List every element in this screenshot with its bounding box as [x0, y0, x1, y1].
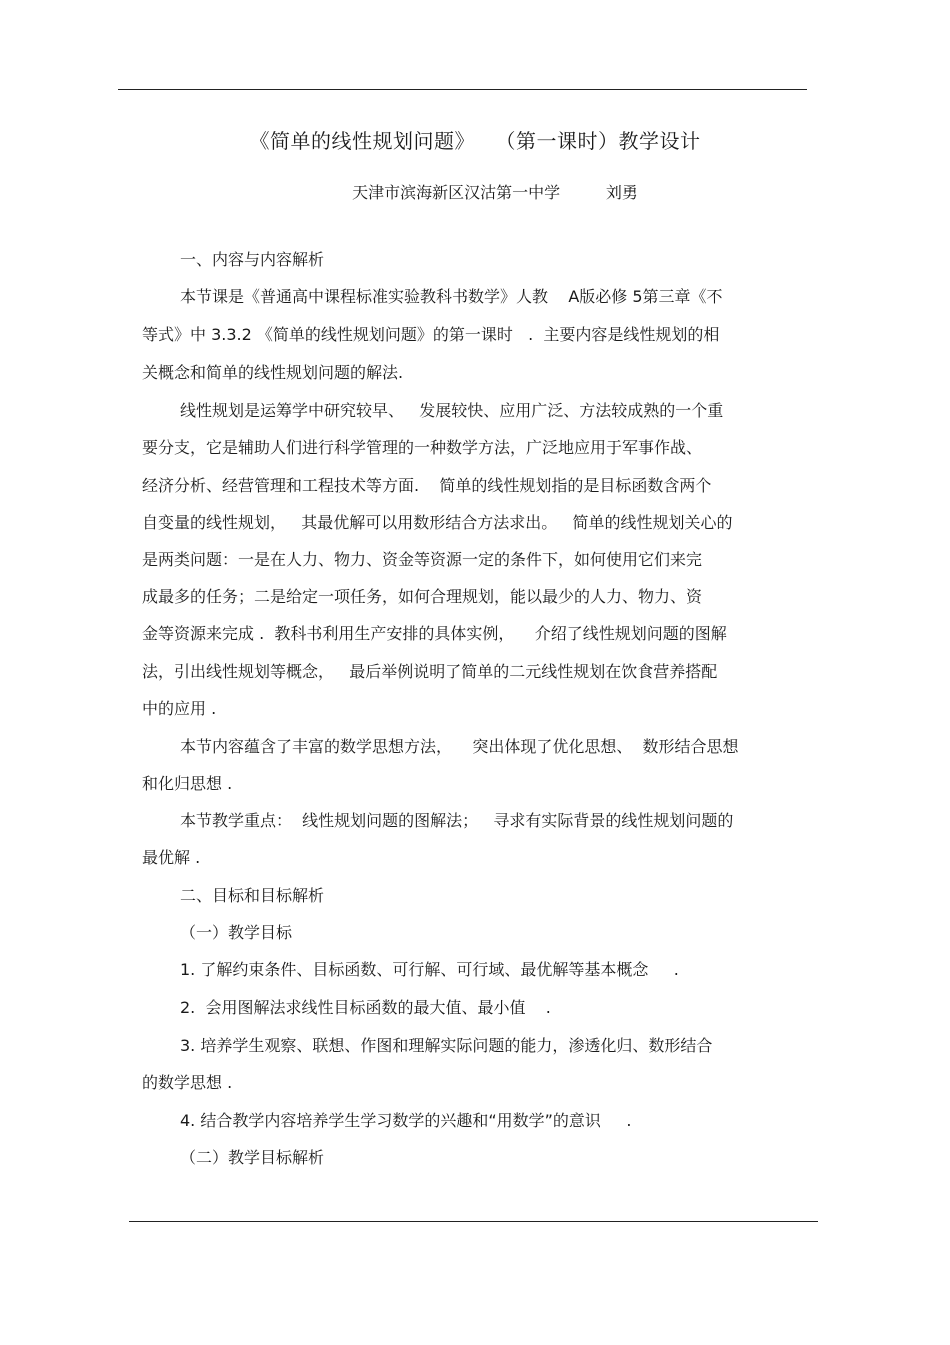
- paragraph-line: 关概念和简单的线性规划问题的解法.: [142, 363, 404, 382]
- list-item: 3. 培养学生观察、联想、作图和理解实际问题的能力，渗透化归、数形结合: [180, 1036, 713, 1055]
- subsection-heading: （二）教学目标解析: [180, 1148, 325, 1167]
- document-title: 《简单的线性规划问题》 （第一课时）教学设计: [249, 129, 701, 153]
- paragraph-line: 中的应用 .: [142, 699, 217, 718]
- paragraph-line: 法，引出线性规划等概念， 最后举例说明了简单的二元线性规划在饮食营养搭配: [142, 662, 718, 681]
- paragraph-line: 要分支，它是辅助人们进行科学管理的一种数学方法，广泛地应用于军事作战、: [142, 438, 703, 457]
- paragraph-line: 本节内容蕴含了丰富的数学思想方法， 突出体现了优化思想、 数形结合思想: [180, 737, 739, 756]
- subsection-heading: （一）教学目标: [180, 923, 293, 942]
- footer-rule: [129, 1221, 818, 1222]
- paragraph-line: 线性规划是运筹学中研究较早、 发展较快、应用广泛、方法较成熟的一个重: [180, 401, 724, 420]
- list-item: 1. 了解约束条件、目标函数、可行解、可行域、最优解等基本概念 .: [180, 960, 679, 979]
- paragraph-line: 是两类问题：一是在人力、物力、资金等资源一定的条件下，如何使用它们来完: [142, 550, 703, 569]
- list-item: 的数学思想 .: [142, 1073, 233, 1092]
- paragraph-line: 成最多的任务；二是给定一项任务，如何合理规划，能以最少的人力、物力、资: [142, 587, 703, 606]
- paragraph-line: 和化归思想 .: [142, 774, 233, 793]
- paragraph-line: 金等资源来完成 . 教科书利用生产安排的具体实例， 介绍了线性规划问题的图解: [142, 624, 727, 643]
- paragraph-line: 等式》中 3.3.2 《简单的线性规划问题》的第一课时 . 主要内容是线性规划的相: [142, 325, 720, 344]
- paragraph-line: 自变量的线性规划， 其最优解可以用数形结合方法求出。 简单的线性规划关心的: [142, 513, 733, 532]
- section-heading: 一、内容与内容解析: [180, 250, 325, 269]
- paragraph-line: 经济分析、经营管理和工程技术等方面. 简单的线性规划指的是目标函数含两个: [142, 476, 712, 495]
- header-rule: [118, 89, 807, 90]
- paragraph-line: 本节教学重点： 线性规划问题的图解法； 寻求有实际背景的线性规划问题的: [180, 811, 734, 830]
- author-line: 天津市滨海新区汉沽第一中学 刘勇: [352, 183, 638, 202]
- list-item: 4. 结合教学内容培养学生学习数学的兴趣和“用数学”的意识 .: [180, 1111, 632, 1130]
- paragraph-line: 最优解 .: [142, 848, 201, 867]
- list-item: 2. 会用图解法求线性目标函数的最大值、最小值 .: [180, 998, 551, 1017]
- paragraph-line: 本节课是《普通高中课程标准实验教科书数学》人教 A版必修 5第三章《不: [180, 287, 723, 306]
- section-heading: 二、目标和目标解析: [180, 886, 325, 905]
